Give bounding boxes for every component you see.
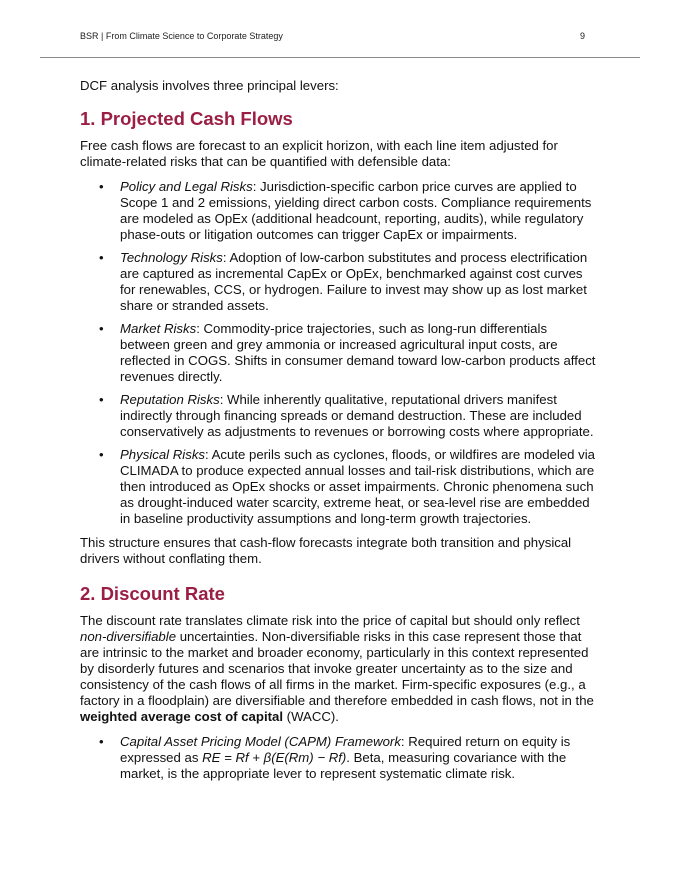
bullet-text: : While inherently qualitative, reputational drivers manifest indirectly through financing spreads or demand destruction. These are included conservatively as adjustments to revenues or borrowing costs where appropriate. [120, 392, 594, 439]
bullet-marker: • [99, 392, 104, 407]
bullet-term: Physical Risks [120, 447, 206, 462]
bullet-technology [80, 250, 600, 314]
bullet-reputation [80, 392, 600, 440]
capm-bullet-list [80, 734, 600, 782]
bullet-physical [80, 447, 600, 527]
bullet-marker: • [99, 447, 104, 462]
paragraph-text: (WACC). [283, 709, 339, 724]
header-divider [40, 57, 640, 58]
risk-bullet-list [80, 179, 600, 527]
bullet-capm [80, 734, 600, 782]
capm-formula: RE = Rf + β(E(Rm) − Rf) [202, 750, 347, 765]
running-header-title: BSR | From Climate Science to Corporate Strategy [80, 31, 283, 41]
page-body [80, 78, 600, 790]
section-heading-cash-flows: 1. Projected Cash Flows [80, 108, 293, 129]
bullet-text: : Acute perils such as cyclones, floods, or wildfires are modeled via CLIMADA to produce expected annual losses and tail-risk distributions, which are then introduced as OpEx shocks or asset impairments. Chronic phenomena such as drought-induced water scarcity, extreme heat, or sea-level rise are embedded in baseline productivity assumptions and long-term growth trajectories. [120, 447, 595, 526]
cash-flows-lead-paragraph: Free cash flows are forecast to an explicit horizon, with each line item adjusted for climate-related risks that can be quantified with defensible data: [80, 138, 558, 169]
bullet-marker: • [99, 321, 104, 336]
section-heading-discount-rate: 2. Discount Rate [80, 583, 225, 604]
bullet-term: Market Risks [120, 321, 197, 336]
bullet-term: Capital Asset Pricing Model (CAPM) Framework [120, 734, 401, 749]
cash-flows-closing-paragraph: This structure ensures that cash-flow forecasts integrate both transition and physical drivers without conflating them. [80, 535, 572, 566]
bullet-term: Reputation Risks [120, 392, 220, 407]
bullet-text: : Jurisdiction-specific carbon price curves are applied to Scope 1 and 2 emissions, yielding direct carbon costs. Compliance requirements are modeled as OpEx (additional headcount, reporting, audits), while regulatory phase-outs or litigation outcomes can trigger CapEx or impairments. [120, 179, 592, 242]
bullet-marker: • [99, 179, 104, 194]
bullet-term: Policy and Legal Risks [120, 179, 253, 194]
paragraph-text: The discount rate translates climate risk into the price of capital but should only reflect [80, 613, 580, 628]
bullet-text: : Required return on equity is expressed as [120, 734, 571, 765]
paragraph-text: uncertainties. Non-diversifiable risks in this case represent those that are intrinsic to the market and broader economy, particularly in this context represented by disorderly futures and scenarios that invoke greater uncertainty as to the size and consistency of the cash flows of all firms in the market. Firm-specific exposures (e.g., a factory in a floodplain) are diversifiable and therefore embedded in cash flows, not in the [80, 629, 594, 708]
intro-paragraph: DCF analysis involves three principal levers: [80, 78, 339, 93]
bullet-marker: • [99, 250, 104, 265]
discount-rate-paragraph [80, 613, 600, 725]
bullet-text: : Commodity-price trajectories, such as long-run differentials between green and grey ammonia or increased agricultural input costs, are reflected in COGS. Shifts in consumer demand toward low-carbon products affect revenues directly. [120, 321, 596, 384]
page-number: 9 [580, 31, 586, 41]
emphasis-text: non-diversifiable [80, 629, 177, 644]
bullet-marker: • [99, 734, 104, 749]
bullet-market [80, 321, 600, 385]
bullet-text: : Adoption of low-carbon substitutes and process electrification are captured as incremental CapEx or OpEx, benchmarked against cost curves for renewables, CCS, or hydrogen. Failure to invest may show up as lost market share or stranded assets. [120, 250, 588, 313]
bullet-text: . Beta, measuring covariance with the market, is the appropriate lever to represent systematic climate risk. [120, 750, 567, 781]
bold-term-wacc: weighted average cost of capital [80, 709, 284, 724]
bullet-policy-legal [80, 179, 600, 243]
bullet-term: Technology Risks [120, 250, 223, 265]
